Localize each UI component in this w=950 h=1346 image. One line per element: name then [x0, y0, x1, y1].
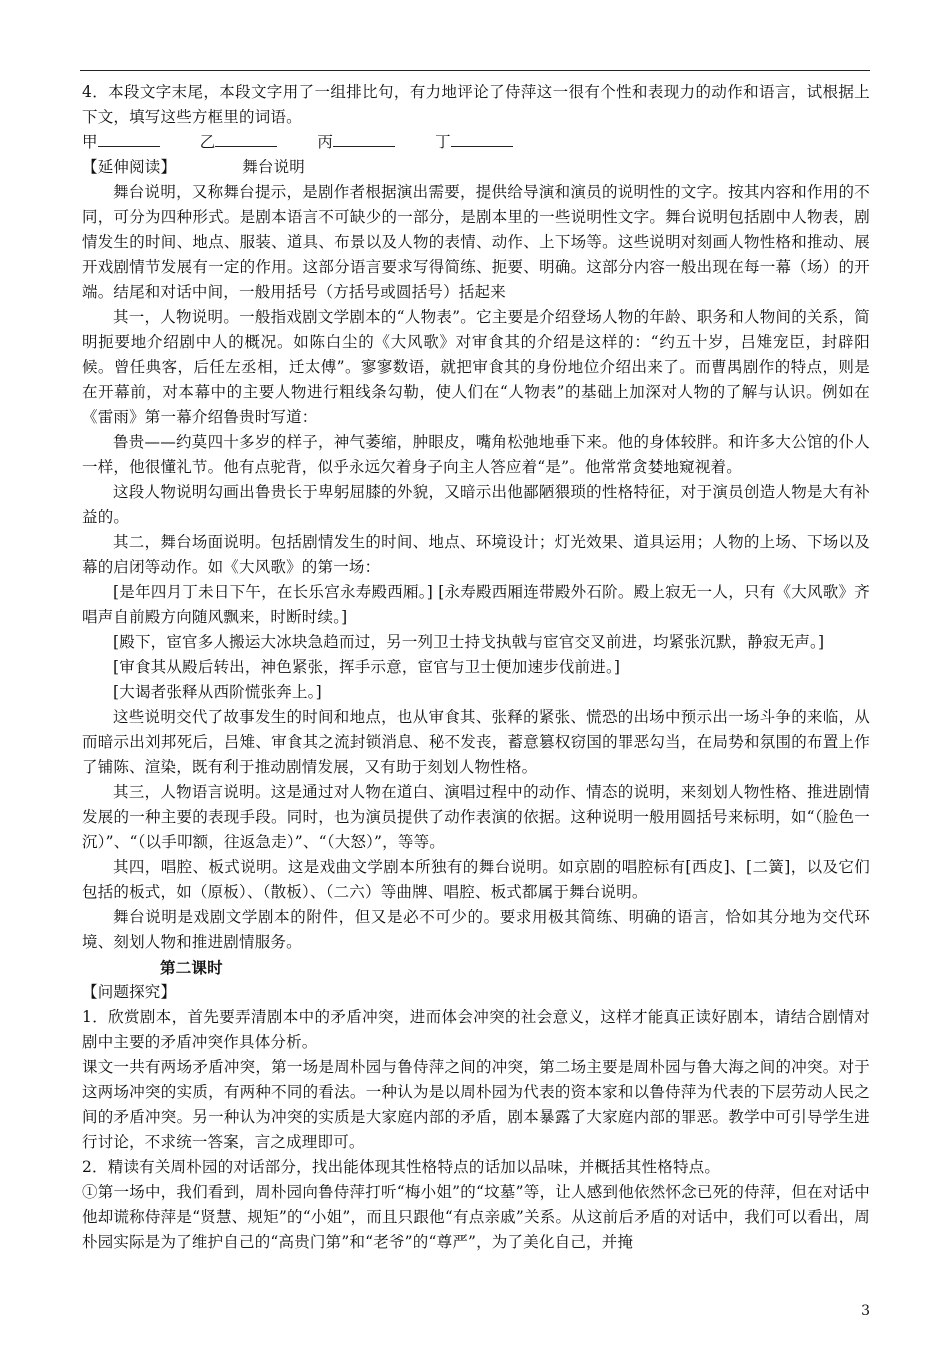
paragraph: 其三，人物语言说明。这是通过对人物在道白、演唱过程中的动作、情态的说明，来刻划人物性格、推进剧情发展的一种主要的表现手段。同时，也为演员提供了动作表演的依据。这种说明一般用圆括号来标明，如“（脸色一沉）”、“（以手叩额，往返急走）”、“（大怒）”，等等。 [82, 783, 870, 851]
answer-1: 课文一共有两场矛盾冲突，第一场是周朴园与鲁侍萍之间的冲突，第二场主要是周朴园与鲁大海之间的冲突。对于这两场冲突的实质，有两种不同的看法。一种认为是以周朴园为代表的资本家和以鲁侍萍为代表的下层劳动人民之间的矛盾冲突。另一种认为冲突的实质是大家庭内部的矛盾，剧本暴露了大家庭内部的罪恶。教学中可引导学生进行讨论，不求统一答案，言之成理即可。 [82, 1058, 870, 1151]
header-rule [80, 70, 870, 71]
extended-reading-heading [82, 155, 870, 180]
blank-jia[interactable]: 甲 [82, 130, 160, 155]
page-number: 3 [861, 1303, 870, 1319]
stage-direction: [殿下，宦官多人搬运大冰块急趋而过，另一列卫士持戈执戟与宦官交叉前进，均紧张沉默，静寂无声。] [113, 633, 825, 651]
paragraph: 这些说明交代了故事发生的时间和地点，也从审食其、张释的紧张、慌恐的出场中预示出一场斗争的来临，从而暗示出刘邦死后，吕雉、审食其之流封锁消息、秘不发丧，蓄意篡权窃国的罪恶勾当，在局势和氛围的布置上作了铺陈、渲染，既有利于推动剧情发展，又有助于刻划人物性格。 [82, 708, 870, 776]
blank-bing[interactable]: 丙 [317, 130, 395, 155]
paragraph: 这段人物说明勾画出鲁贵长于卑躬屈膝的外貌，又暗示出他鄙陋猥琐的性格特征，对于演员创造人物是大有补益的。 [82, 483, 870, 526]
question-1: 1．欣赏剧本，首先要弄清剧本中的矛盾冲突，进而体会冲突的社会意义，这样才能真正读好剧本，请结合剧情对剧中主要的矛盾冲突作具体分析。 [82, 1008, 870, 1051]
inquiry-tag: 【问题探究】 [82, 983, 177, 1001]
stage-direction: [审食其从殿后转出，神色紧张，挥手示意，宦官与卫士便加速步伐前进。] [113, 658, 621, 676]
question-2: 2．精读有关周朴园的对话部分，找出能体现其性格特点的话加以品味，并概括其性格特点。 [82, 1158, 721, 1176]
section-tag: 【延伸阅读】 [82, 158, 177, 176]
blank-yi[interactable]: 乙 [200, 130, 278, 155]
stage-direction: [大谒者张释从西阶慌张奔上。] [113, 683, 322, 701]
section-title: 舞台说明 [242, 158, 306, 176]
answer-blanks [82, 130, 870, 155]
lesson-title: 第二课时 [160, 958, 223, 977]
paragraph: 鲁贵——约莫四十多岁的样子，神气萎缩，肿眼皮，嘴角松弛地垂下来。他的身体较胖。和许多大公馆的仆人一样，他很懂礼节。他有点驼背，似乎永远欠着身子向主人答应着“是”。他常常贪婪地窥视着。 [82, 433, 870, 476]
document-body [82, 80, 870, 1255]
answer-2: ①第一场中，我们看到，周朴园向鲁侍萍打听“梅小姐”的“坟墓”等，让人感到他依然怀念已死的侍萍，但在对话中他却谎称侍萍是“贤慧、规矩”的“小姐”，而且只跟他“有点亲戚”关系。从这前后矛盾的对话中，我们可以看出，周朴园实际是为了维护自己的“高贵门第”和“老爷”的“尊严”，为了美化自己，并掩 [82, 1183, 870, 1251]
paragraph: 其四，唱腔、板式说明。这是戏曲文学剧本所独有的舞台说明。如京剧的唱腔标有[西皮]、[二簧]，以及它们包括的板式，如（原板）、（散板）、（二六）等曲牌、唱腔、板式都属于舞台说明。 [82, 858, 870, 901]
paragraph: 舞台说明是戏剧文学剧本的附件，但又是必不可少的。要求用极其简练、明确的语言，恰如其分地为交代环境、刻划人物和推进剧情服务。 [82, 908, 870, 951]
blank-ding[interactable]: 丁 [435, 130, 513, 155]
paragraph: 其二，舞台场面说明。包括剧情发生的时间、地点、环境设计；灯光效果、道具运用；人物的上场、下场以及幕的启闭等动作。如《大风歌》的第一场： [82, 533, 870, 576]
question-4: 4．本段文字末尾，本段文字用了一组排比句，有力地评论了侍萍这一很有个性和表现力的动作和语言，试根据上下文，填写这些方框里的词语。 [82, 83, 870, 126]
paragraph: 其一，人物说明。一般指戏剧文学剧本的“人物表”。它主要是介绍登场人物的年龄、职务和人物间的关系，简明扼要地介绍剧中人的概况。如陈白尘的《大风歌》对审食其的介绍是这样的：“约五十岁，吕雉宠臣，封辟阳候。曾任典客，后任左丞相，迁太傅”。寥寥数语，就把审食其的身份地位介绍出来了。而曹禺剧作的特点，则是在开幕前，对本幕中的主要人物进行粗线条勾勒，使人们在“人物表”的基础上加深对人物的了解与认识。例如在《雷雨》第一幕介绍鲁贵时写道： [82, 308, 870, 426]
stage-direction: [是年四月丁未日下午，在长乐宫永寿殿西厢。] [永寿殿西厢连带殿外石阶。殿上寂无一人，只有《大风歌》齐唱声自前殿方向随风飘来，时断时续。] [82, 583, 870, 626]
paragraph: 舞台说明，又称舞台提示，是剧作者根据演出需要，提供给导演和演员的说明性的文字。按其内容和作用的不同，可分为四种形式。是剧本语言不可缺少的一部分，是剧本里的一些说明性文字。舞台说明包括剧中人物表，剧情发生的时间、地点、服装、道具、布景以及人物的表情、动作、上下场等。这些说明对刻画人物性格和推动、展开戏剧情节发展有一定的作用。这部分语言要求写得简练、扼要、明确。这部分内容一般出现在每一幕（场）的开端。结尾和对话中间，一般用括号（方括号或圆括号）括起来 [82, 183, 870, 301]
